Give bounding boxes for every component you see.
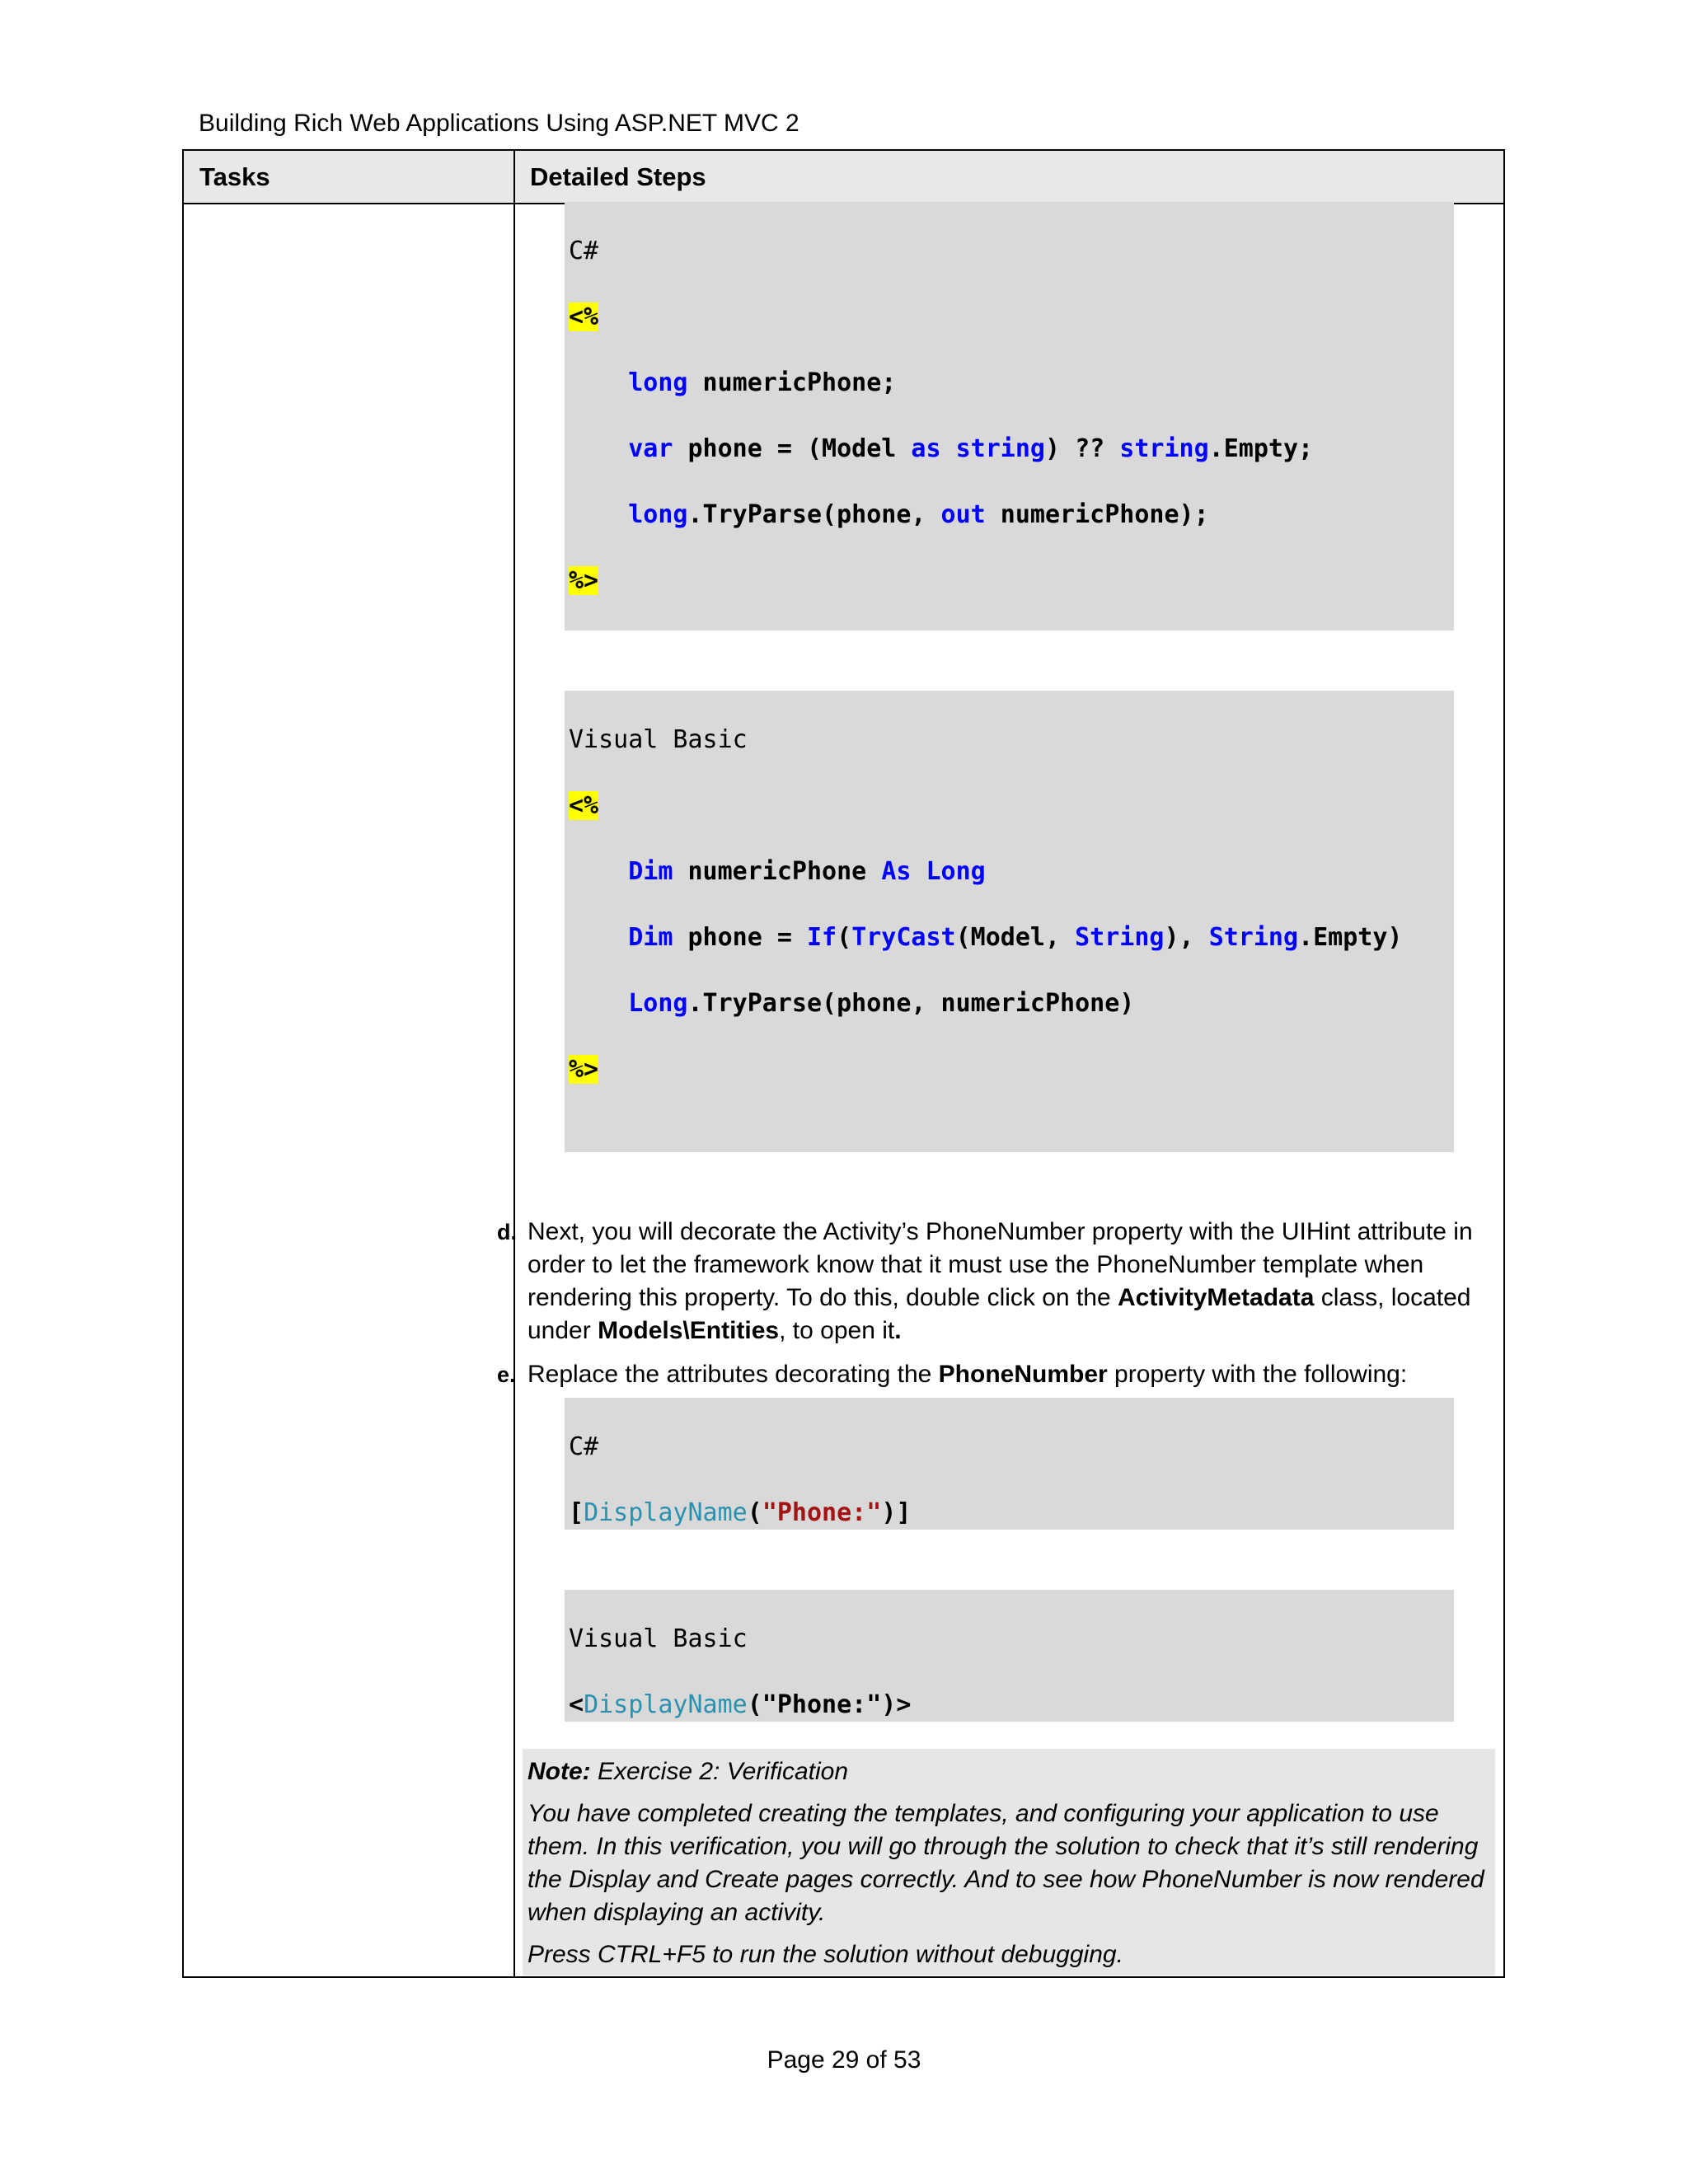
code-token: .TryParse(phone,: [687, 500, 941, 529]
column-divider: [513, 151, 515, 1976]
code-token: (Model,: [955, 923, 1076, 952]
code-token: numericPhone;: [687, 368, 897, 397]
code-token: numericPhone: [673, 857, 882, 886]
step-text: Replace the attributes decorating the: [528, 1361, 939, 1388]
code-language-label: C#: [569, 1432, 599, 1461]
code-token: <: [569, 1690, 584, 1719]
code-token: long: [628, 368, 688, 397]
note-paragraph: You have completed creating the templates, and configuring your application to use them. In this verification, you will go through the solution to check that it’s still rendering the Display and Create pages correctly. And to see how PhoneNumber is now rendered when displaying an activity.: [528, 1800, 1484, 1926]
code-block-csharp-phone-template: [565, 202, 1454, 630]
code-token: Long: [628, 989, 688, 1018]
property-name: PhoneNumber: [938, 1361, 1108, 1388]
code-token: ) ??: [1044, 434, 1120, 463]
code-token: ),: [1164, 923, 1209, 952]
code-block-vb-phone-template: [565, 691, 1454, 1152]
code-token: long: [628, 500, 688, 529]
code-token: As: [881, 857, 912, 886]
code-token: %>: [569, 1055, 599, 1084]
column-header-tasks: Tasks: [199, 162, 270, 191]
note-label: Note:: [528, 1758, 591, 1785]
code-token: )]: [881, 1498, 912, 1527]
code-token: .Empty): [1298, 923, 1403, 952]
code-token: phone = (Model: [673, 434, 912, 463]
code-token: (: [747, 1498, 762, 1527]
code-token: numericPhone);: [985, 500, 1209, 529]
step-d: [497, 1216, 1484, 1347]
code-token: String: [1075, 923, 1165, 952]
code-language-label: Visual Basic: [569, 1624, 748, 1653]
code-token: var: [628, 434, 673, 463]
folder-path: Models\Entities: [598, 1317, 780, 1344]
step-label: d.: [497, 1220, 517, 1244]
step-text: .: [894, 1317, 902, 1344]
step-text: , to open it: [779, 1317, 895, 1344]
step-text: property with the following:: [1107, 1361, 1408, 1388]
code-token: String: [1208, 923, 1299, 952]
step-label: e.: [497, 1362, 516, 1387]
step-text: class, located under: [528, 1284, 1471, 1344]
code-token: If: [807, 923, 837, 952]
step-e: [497, 1358, 1484, 1391]
code-token: "Phone:": [762, 1498, 882, 1527]
note-paragraph: Press CTRL+F5 to run the solution without debugging.: [528, 1941, 1123, 1968]
column-header-detailed-steps: Detailed Steps: [530, 162, 706, 191]
code-token: phone =: [673, 923, 807, 952]
code-token: [: [569, 1498, 584, 1527]
table-header-row: [184, 151, 1503, 204]
code-token: %>: [569, 566, 599, 595]
page-number: Page 29 of 53: [767, 2046, 921, 2074]
code-token: as: [911, 434, 941, 463]
code-token: string: [1119, 434, 1209, 463]
code-token: Dim: [628, 857, 673, 886]
code-token: (: [837, 923, 852, 952]
code-token: Long: [926, 857, 986, 886]
code-token: ("Phone:")>: [747, 1690, 912, 1719]
code-token: TryCast: [851, 923, 956, 952]
code-token: out: [940, 500, 986, 529]
running-header: Building Rich Web Applications Using ASP.NET MVC 2: [199, 110, 799, 137]
code-block-vb-uihint: [565, 1590, 1454, 1722]
code-language-label: Visual Basic: [569, 725, 748, 754]
code-token: .Empty;: [1208, 434, 1314, 463]
code-token: DisplayName: [584, 1690, 748, 1719]
code-token: DisplayName: [584, 1498, 748, 1527]
code-token: Dim: [628, 923, 673, 952]
code-token: <%: [569, 791, 599, 820]
code-language-label: C#: [569, 237, 599, 265]
code-token: .TryParse(phone, numericPhone): [687, 989, 1135, 1018]
note-title: Exercise 2: Verification: [590, 1758, 849, 1785]
code-token: <%: [569, 302, 599, 331]
code-token: string: [955, 434, 1045, 463]
step-text: Next, you will decorate the Activity’s PhoneNumber property with the UIHint attribute in order to let the framework know that it must use the PhoneNumber template when rendering this property. To do this, double click on the: [528, 1218, 1473, 1311]
class-name: ActivityMetadata: [1117, 1284, 1315, 1311]
verification-note: [523, 1749, 1495, 1975]
code-block-csharp-uihint: [565, 1398, 1454, 1530]
